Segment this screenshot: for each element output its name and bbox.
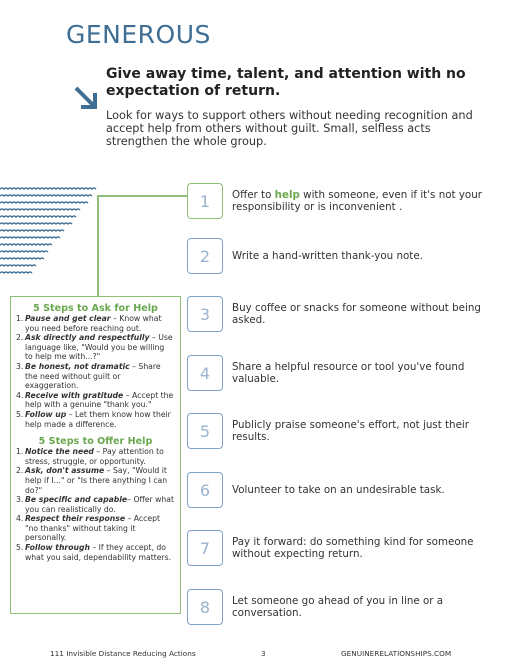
action-text: Let someone go ahead of you in line or a conversation. xyxy=(232,594,444,619)
wave-line xyxy=(0,188,96,189)
step-item xyxy=(16,314,174,333)
action-item xyxy=(187,589,487,625)
step-title: Be honest, not dramatic xyxy=(25,361,130,371)
offer-help-steps xyxy=(11,447,180,562)
action-number-box: 3 xyxy=(187,296,223,332)
step-title: Receive with gratitude xyxy=(25,390,124,400)
action-item xyxy=(187,472,487,508)
footer-page-number: 3 xyxy=(261,649,266,658)
step-title: Pause and get clear xyxy=(25,314,111,323)
wave-line xyxy=(0,209,80,210)
step-description: – Let them know how their help made a difference. xyxy=(25,409,171,429)
action-item xyxy=(187,355,487,391)
action-number-box: 1 xyxy=(187,183,223,219)
step-title: Notice the need xyxy=(25,447,94,457)
ask-help-steps xyxy=(11,314,180,429)
step-description: – Say, "Would it help if I..." or "Is there anything I can do?" xyxy=(25,466,168,495)
wave-line xyxy=(0,251,48,252)
action-text: Publicly praise someone's effort, not just their results. xyxy=(232,418,470,443)
action-text: Write a hand-written thank-you note. xyxy=(232,249,423,262)
step-item xyxy=(16,391,174,410)
action-item xyxy=(187,413,487,449)
step-description: – Share the need without guilt or exaggeration. xyxy=(25,361,161,391)
wave-line xyxy=(0,230,64,231)
wave-line xyxy=(0,244,52,245)
step-title: Respect their response xyxy=(25,514,126,524)
step-title: Follow through xyxy=(25,543,90,553)
action-number-box: 2 xyxy=(187,238,223,274)
step-item xyxy=(16,514,174,543)
step-number: 4. xyxy=(16,390,24,400)
intro-text: Look for ways to support others without needing recognition and accept help from others without guilt. Small, selfless acts strengthen the whole group. xyxy=(106,109,473,148)
step-number: 2. xyxy=(16,333,24,343)
step-number: 5. xyxy=(16,409,24,419)
step-description: – Pay attention to stress, struggle, or opportunity. xyxy=(25,447,164,466)
ask-help-heading: 5 Steps to Ask for Help xyxy=(33,303,158,314)
step-number: 4. xyxy=(16,514,24,524)
action-number-box: 8 xyxy=(187,589,223,625)
step-item xyxy=(16,495,174,514)
wave-line xyxy=(0,216,76,217)
step-description: – Use language like, "Would you be willing to help me with...?" xyxy=(25,333,173,362)
wave-line xyxy=(0,258,44,259)
step-description: – If they accept, do what you said, dependability matters. xyxy=(25,543,172,562)
action-number-box: 4 xyxy=(187,355,223,391)
action-text: Buy coffee or snacks for someone without being asked. xyxy=(232,301,481,326)
action-item xyxy=(187,183,487,219)
step-description: – Accept "no thanks" without taking it personally. xyxy=(25,514,160,543)
decorative-wave-pattern xyxy=(0,185,100,285)
step-item xyxy=(16,410,174,429)
wave-line xyxy=(0,272,32,273)
step-number: 5. xyxy=(16,543,24,553)
action-item xyxy=(187,296,487,332)
step-description: – Offer what you can realistically do. xyxy=(25,495,175,514)
action-item xyxy=(187,530,487,566)
action-text: Pay it forward: do something kind for someone without expecting return. xyxy=(232,535,474,560)
step-item xyxy=(16,447,174,466)
wave-line xyxy=(0,195,92,196)
footer-book-title: 111 Invisible Distance Reducing Actions xyxy=(50,649,196,658)
action-number-box: 5 xyxy=(187,413,223,449)
step-title: Ask directly and respectfully xyxy=(25,333,150,343)
step-item xyxy=(16,333,174,362)
wave-line xyxy=(0,265,36,266)
step-title: Be specific and capable xyxy=(25,495,128,505)
action-number-box: 6 xyxy=(187,472,223,508)
help-steps-panel xyxy=(10,296,181,614)
step-title: Follow up xyxy=(25,409,67,419)
action-item xyxy=(187,238,487,274)
step-item xyxy=(16,466,174,495)
action-text: Share a helpful resource or tool you've found valuable. xyxy=(232,360,465,385)
step-item xyxy=(16,362,174,391)
step-number: 3. xyxy=(16,495,24,505)
action-text: Offer to help with someone, even if it's not your responsibility or is inconvenient . xyxy=(232,188,482,213)
help-highlight: help xyxy=(274,188,300,201)
step-description: – Accept the help with a genuine "thank you." xyxy=(25,390,174,410)
step-item xyxy=(16,543,174,562)
wave-line xyxy=(0,223,72,224)
subtitle: Give away time, talent, and attention with no expectation of return. xyxy=(106,66,466,99)
connector-line xyxy=(90,190,190,300)
step-number: 3. xyxy=(16,361,24,371)
wave-line xyxy=(0,202,88,203)
page-title: GENEROUS xyxy=(66,20,211,49)
step-number: 1. xyxy=(16,314,24,323)
action-text: Volunteer to take on an undesirable task. xyxy=(232,483,445,496)
footer-website: GENUINERELATIONSHIPS.COM xyxy=(341,649,452,658)
wave-line xyxy=(0,237,60,238)
offer-help-heading: 5 Steps to Offer Help xyxy=(38,436,153,448)
step-title: Ask, don't assume xyxy=(25,466,105,476)
step-description: – Know what you need before reaching out. xyxy=(25,314,162,333)
action-number-box: 7 xyxy=(187,530,223,566)
arrow-down-right-icon xyxy=(72,84,100,112)
step-number: 1. xyxy=(16,447,24,457)
step-number: 2. xyxy=(16,466,24,476)
